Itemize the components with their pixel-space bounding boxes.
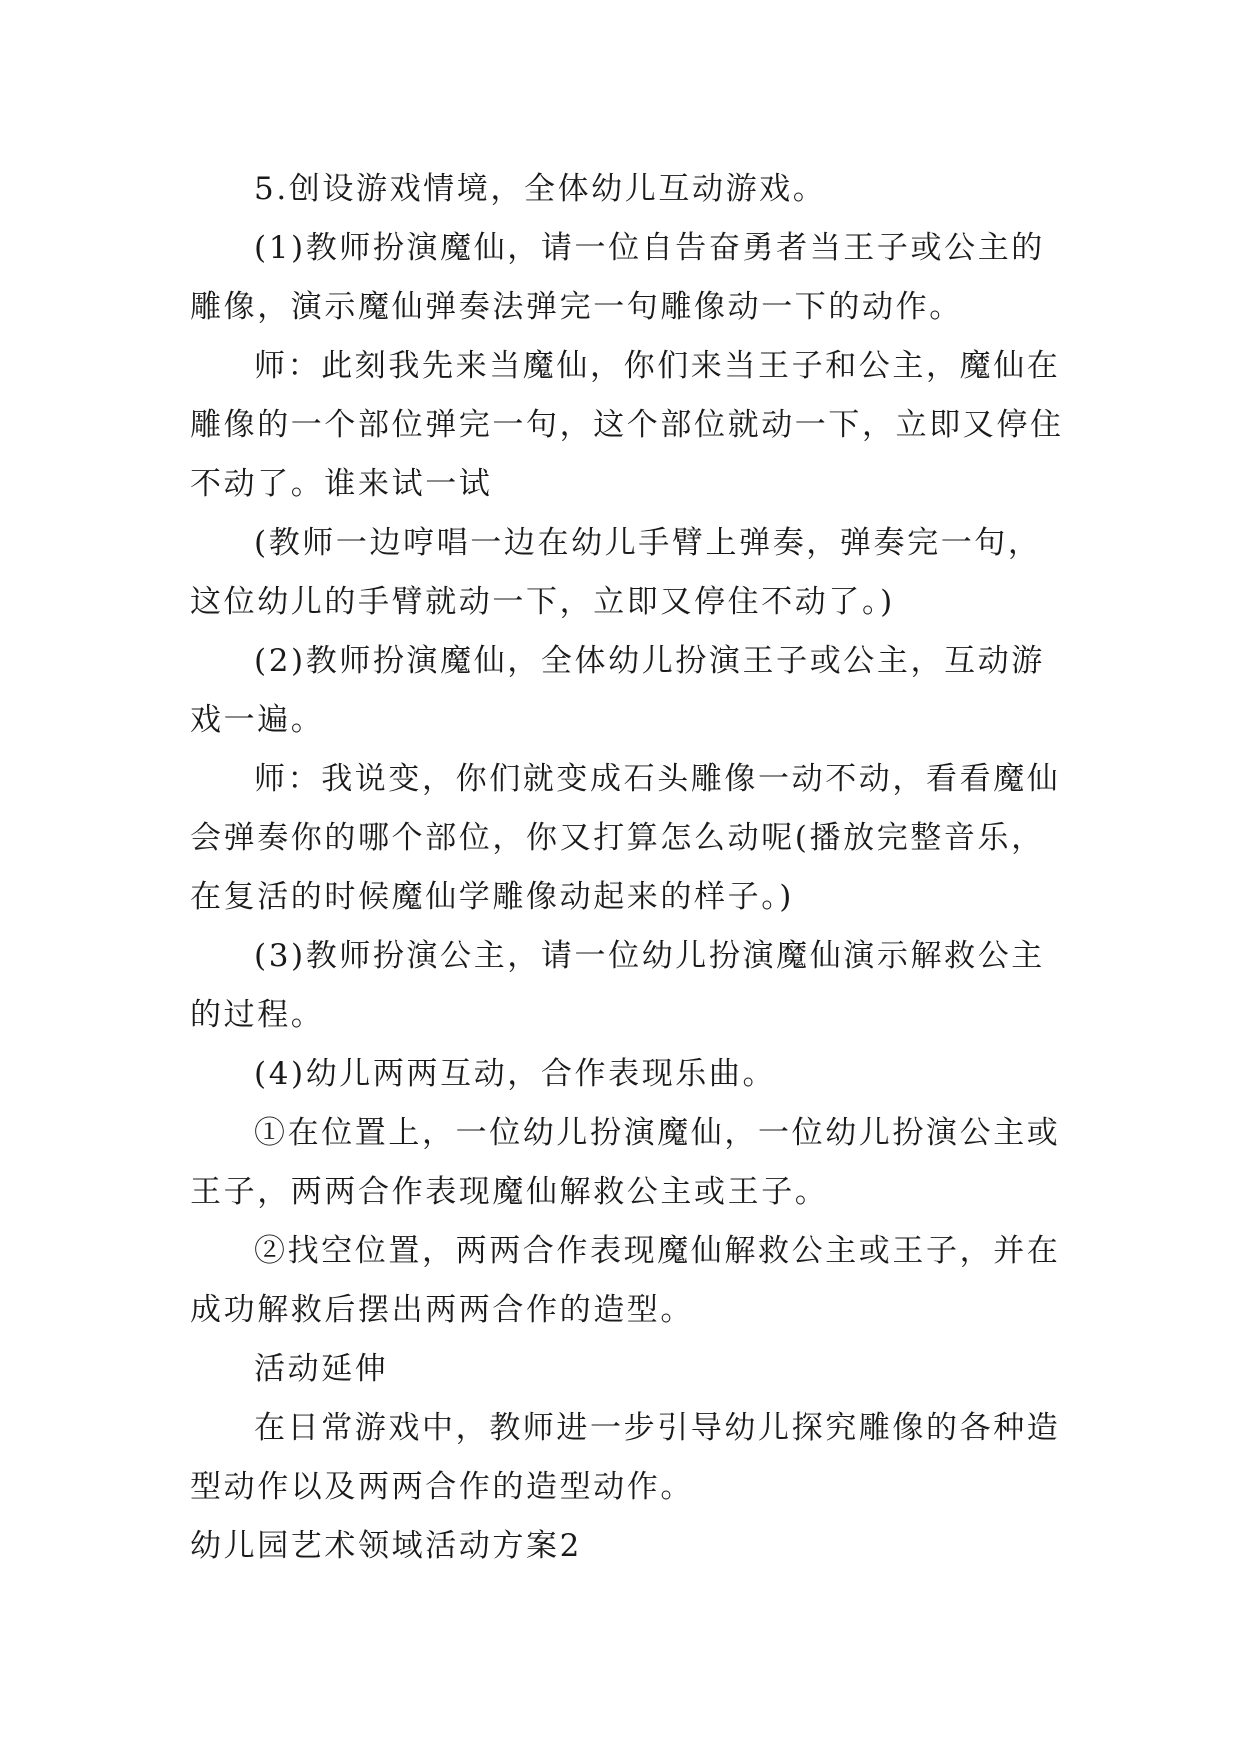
text-line: 活动延伸 <box>254 1351 389 1387</box>
text-line: 雕像的一个部位弹完一句，这个部位就动一下，立即又停住 <box>190 407 1064 443</box>
text-line: (3)教师扮演公主，请一位幼儿扮演魔仙演示解救公主 <box>254 938 1045 974</box>
paragraph <box>190 632 1050 750</box>
text-line: 这位幼儿的手臂就动一下，立即又停住不动了。) <box>190 584 895 620</box>
text-line: 幼儿园艺术领域活动方案2 <box>190 1528 582 1564</box>
paragraph <box>190 514 1050 632</box>
paragraph <box>190 1104 1061 1222</box>
text-line: (教师一边哼唱一边在幼儿手臂上弹奏，弹奏完一句， <box>254 525 1042 561</box>
text-line: 5.创设游戏情境，全体幼儿互动游戏。 <box>254 171 827 207</box>
text-line: 在复活的时候魔仙学雕像动起来的样子。) <box>190 879 794 915</box>
paragraph <box>190 219 1050 337</box>
section-heading <box>190 1517 1050 1576</box>
text-line: 师：我说变，你们就变成石头雕像一动不动，看看魔仙 <box>254 761 1061 797</box>
document-page <box>190 160 1064 1576</box>
text-line: 在日常游戏中，教师进一步引导幼儿探究雕像的各种造 <box>254 1410 1061 1446</box>
text-line: 王子，两两合作表现魔仙解救公主或王子。 <box>190 1174 829 1210</box>
text-line: 戏一遍。 <box>190 702 325 738</box>
text-line: 师：此刻我先来当魔仙，你们来当王子和公主，魔仙在 <box>254 348 1061 384</box>
paragraph <box>190 750 1061 927</box>
paragraph <box>190 160 1050 219</box>
paragraph <box>190 1222 1061 1340</box>
text-line: 不动了。谁来试一试 <box>190 466 493 502</box>
text-line: ②找空位置，两两合作表现魔仙解救公主或王子，并在 <box>254 1233 1061 1269</box>
text-line: 的过程。 <box>190 997 325 1033</box>
paragraph <box>190 1045 1050 1104</box>
paragraph <box>190 1340 1050 1399</box>
text-line: 会弹奏你的哪个部位，你又打算怎么动呢(播放完整音乐， <box>190 820 1045 856</box>
text-line: (2)教师扮演魔仙，全体幼儿扮演王子或公主，互动游 <box>254 643 1045 679</box>
paragraph <box>190 337 1064 514</box>
text-line: (4)幼儿两两互动，合作表现乐曲。 <box>254 1056 777 1092</box>
text-line: (1)教师扮演魔仙，请一位自告奋勇者当王子或公主的 <box>254 230 1045 266</box>
paragraph <box>190 927 1050 1045</box>
text-line: 型动作以及两两合作的造型动作。 <box>190 1469 694 1505</box>
text-line: 雕像，演示魔仙弹奏法弹完一句雕像动一下的动作。 <box>190 289 963 325</box>
text-line: 成功解救后摆出两两合作的造型。 <box>190 1292 694 1328</box>
paragraph <box>190 1399 1061 1517</box>
text-line: ①在位置上，一位幼儿扮演魔仙，一位幼儿扮演公主或 <box>254 1115 1061 1151</box>
